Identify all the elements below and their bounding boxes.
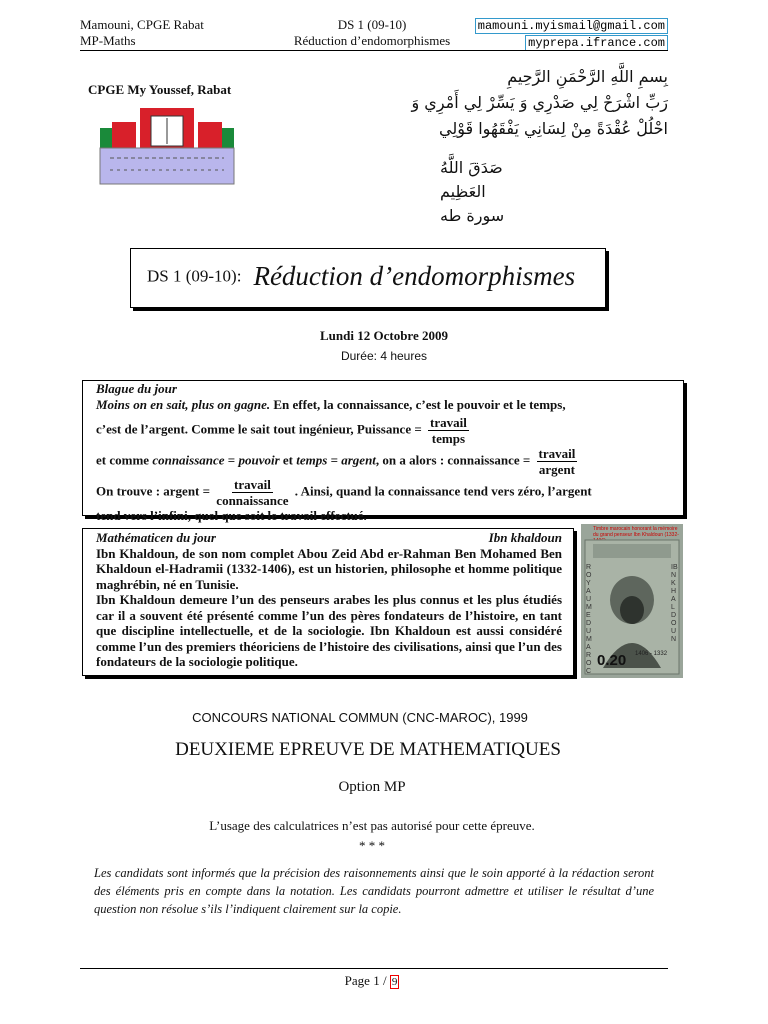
- concours-title: CONCOURS NATIONAL COMMUN (CNC-MAROC), 1999: [192, 710, 528, 725]
- header-links: [475, 17, 668, 51]
- website-link[interactable]: myprepa.ifrance.com: [525, 35, 668, 51]
- school-logo: [96, 104, 238, 190]
- page-number: Page 1 /: [344, 973, 387, 988]
- joke-text-4b: . Ainsi, quand la connaissance tend vers zéro, l’argent: [294, 483, 592, 499]
- title-main: Réduction d’endomorphismes: [253, 261, 576, 291]
- mathematician-name: Ibn khaldoun: [488, 530, 562, 545]
- word-argent: argent: [341, 452, 376, 468]
- header-rule: [80, 50, 668, 51]
- total-pages-link[interactable]: 9: [391, 976, 398, 988]
- frac3-den: connaissance: [216, 493, 289, 508]
- frac1-num: travail: [430, 415, 467, 430]
- word-et: et: [282, 452, 293, 468]
- email-link[interactable]: mamouni.myismail@gmail.com: [475, 18, 668, 34]
- joke-punchline: Moins on en sait, plus on gagne.: [96, 397, 271, 412]
- title-prefix: DS 1 (09-10):: [147, 266, 242, 286]
- joke-text-1: En effet, la connaissance, c’est le pouvoir et le temps,: [273, 397, 566, 412]
- joke-text-5: tend vers l’infini, quel que soit le travail effectué.: [96, 508, 367, 523]
- fraction-argent: [216, 477, 288, 508]
- header-author: [80, 17, 204, 49]
- frac1-den: temps: [431, 431, 466, 446]
- sura-name: سورة طه: [440, 206, 505, 225]
- joke-text-4a: On trouve : argent =: [96, 483, 211, 499]
- candidates-notice: Les candidats sont informés que la précision des raisonnements ainsi que le soin apporté à la rédaction seront des éléments pris en compte dans la notation. Les candidats pourront admettre et utiliser le résultat d’une question non résolue s’ils l’indiquent clairement sur la copie.: [94, 866, 654, 916]
- exam-date: Lundi 12 Octobre 2009: [320, 328, 448, 343]
- epreuve-title: DEUXIEME EPREUVE DE MATHEMATIQUES: [175, 739, 561, 760]
- verse-line-1: رَبِّ اشْرَحْ لِي صَدْرِي وَ يَسِّرْ لِي أَمْرِي وَ: [411, 93, 668, 112]
- calculator-notice: L’usage des calculatrices n’est pas autorisé pour cette épreuve.: [209, 818, 535, 833]
- joke-text-2: c’est de l’argent. Comme le sait tout ingénieur, Puissance =: [96, 421, 422, 437]
- joke-heading: Blague du jour: [96, 381, 177, 396]
- stamp-country-right: IBN KHALDOUN: [671, 564, 678, 643]
- stamp-country-left: ROYAUME DU MAROC: [586, 564, 592, 675]
- stamp-image: [581, 524, 683, 678]
- verse-line-2: احْلُلْ عُقْدَةً مِنْ لِسَانِي يَفْقَهُوا قَوْلِي: [438, 119, 668, 138]
- page-footer: [0, 973, 744, 989]
- eq-sign-1: =: [227, 452, 236, 468]
- arabic-verse: [368, 64, 668, 142]
- joke-text-3b: , on a alors : connaissance =: [375, 452, 531, 468]
- sadaqa-line: صَدَقَ اللَّهُ العَظِيم: [440, 158, 503, 201]
- word-temps: temps: [296, 452, 328, 468]
- mathematician-bio-1: Ibn Khaldoun, de son nom complet Abou Zeid Abd er-Rahman Ben Mohamed Ben Khaldoun el-Hadramii (1332-1406), est un historien, philosophe et homme politique maghrébin, né en Tunisie.: [96, 545, 562, 592]
- mathematician-heading: Mathématicen du jour: [96, 530, 216, 545]
- stamp-caption: Timbre marocain honorant la mémoire du grand penseur Ibn Khaldoun (1332-: [593, 526, 679, 538]
- mathematician-bio-2: Ibn Khaldoun demeure l’un des penseurs arabes les plus connus et les plus étudiés car il a souvent été présenté comme l’un des pères fondateurs de l’histoire, en tant que discipline intellectuelle, et de la sociologie. Ibn Khaldoun est aussi considéré comme l’un des premiers théoriciens de l’histoire des civilisations, ainsi que l’un des fondateurs de la sociologie politique.: [96, 592, 562, 669]
- mathematician-box: [82, 528, 574, 676]
- eq-sign-2: =: [330, 452, 338, 468]
- joke-box: [82, 380, 684, 523]
- joke-text-3a: et comme: [96, 452, 150, 468]
- fraction-connaissance: [537, 446, 578, 477]
- separator-stars: * * *: [359, 838, 385, 853]
- header-class-line: MP-Maths: [80, 33, 136, 48]
- header-author-line: Mamouni, CPGE Rabat: [80, 17, 204, 32]
- stamp-years: 1406 - 1332: [635, 651, 668, 657]
- header-subject-line: Réduction d’endomorphismes: [293, 33, 451, 48]
- frac3-num: travail: [234, 477, 271, 492]
- frac2-den: argent: [538, 462, 576, 477]
- fraction-puissance: [428, 415, 469, 446]
- title-box: [130, 248, 606, 308]
- frac2-num: travail: [538, 446, 576, 461]
- exam-duration: Durée: 4 heures: [340, 349, 428, 363]
- footer-rule: [80, 968, 668, 969]
- school-name: CPGE My Youssef, Rabat: [88, 82, 232, 97]
- header-title: [272, 17, 472, 49]
- basmala: بِسمِ اللَّهِ الرَّحْمَنِ الرَّحِيمِ: [507, 67, 668, 86]
- stamp-value: 0.20: [597, 652, 627, 669]
- option-label: Option MP: [338, 779, 406, 795]
- word-connaissance: connaissance: [152, 452, 225, 468]
- header-ds-line: DS 1 (09-10): [337, 17, 407, 32]
- arabic-closing: [440, 156, 550, 228]
- word-pouvoir: pouvoir: [238, 452, 280, 468]
